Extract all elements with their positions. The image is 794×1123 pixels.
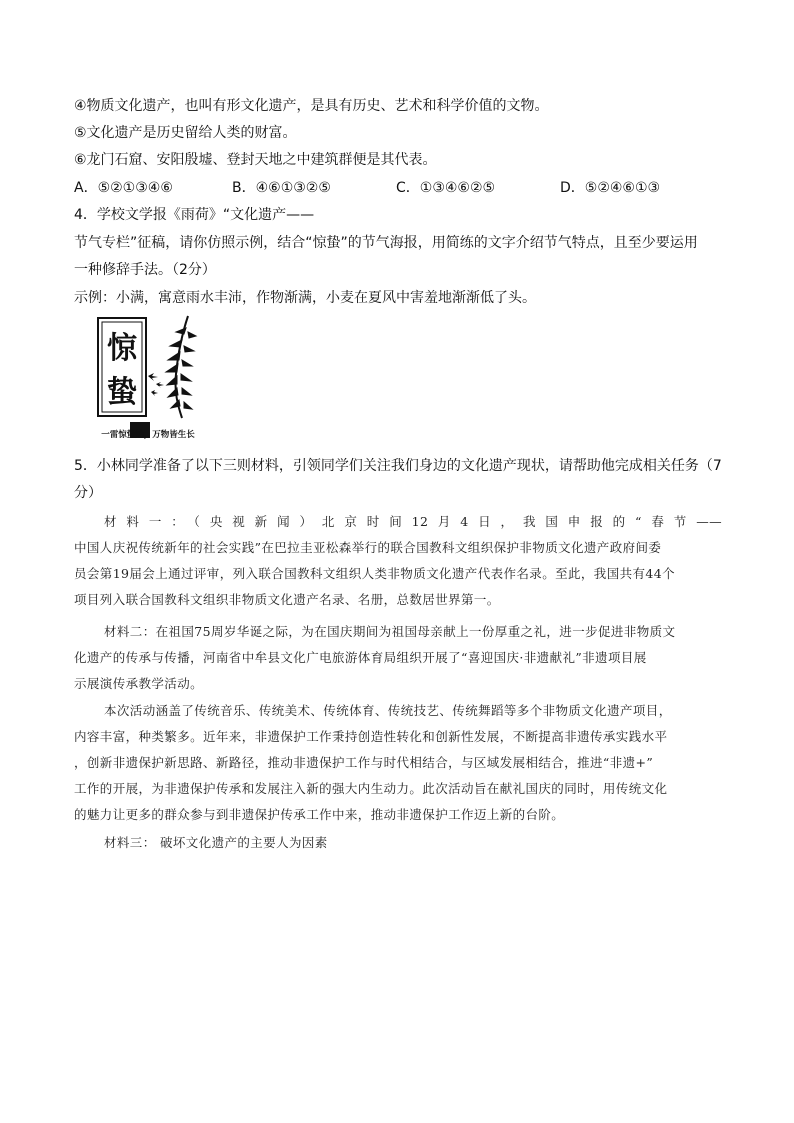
material-two-p2-line-4: 工作的开展，为非遗保护传承和发展注入新的强大内生动力。此次活动旨在献礼国庆的同时，用传统文化 xyxy=(74,781,668,796)
question-4-line-2: 节气专栏”征稿，请你仿照示例，结合“惊蛰”的节气海报，用简练的文字介绍节气特点，且至少要运用 xyxy=(74,235,698,251)
question-4-line-1: 4．学校文学报《雨荷》“文化遗产—— xyxy=(74,207,315,223)
material-two xyxy=(74,619,722,697)
material-one-line-4: 项目列入联合国教科文组织非物质文化遗产名录、名册，总数居世界第一。 xyxy=(74,592,500,607)
material-one-line-2: 中国人庆祝传统新年的社会实践”在巴拉圭亚松森举行的联合国教科文组织保护非物质文化遗产政府间委 xyxy=(74,540,662,555)
material-two-p2-line-3: ，创新非遗保护新思路、新路径，推动非遗保护工作与时代相结合，与区域发展相结合，推进“非遗+” xyxy=(74,755,654,770)
sentence-4: ④物质文化遗产，也叫有形文化遗产，是具有历史、艺术和科学价值的文物。 xyxy=(74,98,549,114)
question-5-line-1: 5．小林同学准备了以下三则材料，引领同学们关注我们身边的文化遗产现状，请帮助他完成相关任务（7 xyxy=(74,458,722,474)
material-one-line-3: 员会第19届会上通过评审，列入联合国教科文组织人类非物质文化遗产代表作名录。至此，我国共有44个 xyxy=(74,566,676,581)
material-two-line-2: 化遗产的传承与传播，河南省中牟县文化广电旅游体育局组织开展了“喜迎国庆·非遗献礼”非遗项目展 xyxy=(74,650,647,665)
option-b: B．④⑥①③②⑤ xyxy=(232,180,331,196)
sentence-5: ⑤文化遗产是历史留给人类的财富。 xyxy=(74,125,297,141)
material-two-paragraph-2 xyxy=(74,698,722,828)
question-4-line-3: 一种修辞手法。（2分） xyxy=(74,262,216,278)
material-two-line-3: 示展演传承教学活动。 xyxy=(74,676,204,691)
sentence-6: ⑥龙门石窟、安阳殷墟、登封天地之中建筑群便是其代表。 xyxy=(74,152,437,168)
poster-char-zhe: 蛰 xyxy=(107,375,137,410)
question-4-example: 示例：小满，寓意雨水丰沛，作物渐满，小麦在夏风中害羞地渐渐低了头。 xyxy=(74,290,536,306)
question-5-line-2: 分） xyxy=(74,485,102,501)
option-a: A．⑤②①③④⑥ xyxy=(74,180,173,196)
poster-char-jing: 惊 xyxy=(107,331,137,366)
material-two-line-1: 材料二：在祖国75周岁华诞之际，为在国庆期间为祖国母亲献上一份厚重之礼，进一步促进非物质文 xyxy=(104,624,676,639)
swallows-icon xyxy=(148,373,164,396)
poster-caption: 一雷惊蛰始，万物皆生长 xyxy=(101,430,195,440)
material-two-p2-line-1: 本次活动涵盖了传统音乐、传统美术、传统体育、传统技艺、传统舞蹈等多个非物质文化遗产项目， xyxy=(104,703,672,718)
material-three xyxy=(74,830,722,856)
material-two-p2-line-2: 内容丰富，种类繁多。近年来，非遗保护工作秉持创造性转化和创新性发展，不断提高非遗传承实践水平 xyxy=(74,729,668,744)
option-d: D．⑤②④⑥①③ xyxy=(560,180,661,196)
material-three-title: 材料三： 破坏文化遗产的主要人为因素 xyxy=(104,835,328,850)
material-one-line-1: 材料一：（央视新闻）北京时间12月4日，我国申报的“春节—— xyxy=(104,514,722,529)
material-one xyxy=(74,509,722,613)
material-two-p2-line-5: 的魅力让更多的群众参与到非遗保护传承工作中来，推动非遗保护工作迈上新的台阶。 xyxy=(74,807,565,822)
willow-branch-icon xyxy=(166,316,196,418)
option-c: C．①③④⑥②⑤ xyxy=(396,180,496,196)
jingzhe-poster xyxy=(96,314,200,442)
poster-illustration xyxy=(96,314,200,442)
